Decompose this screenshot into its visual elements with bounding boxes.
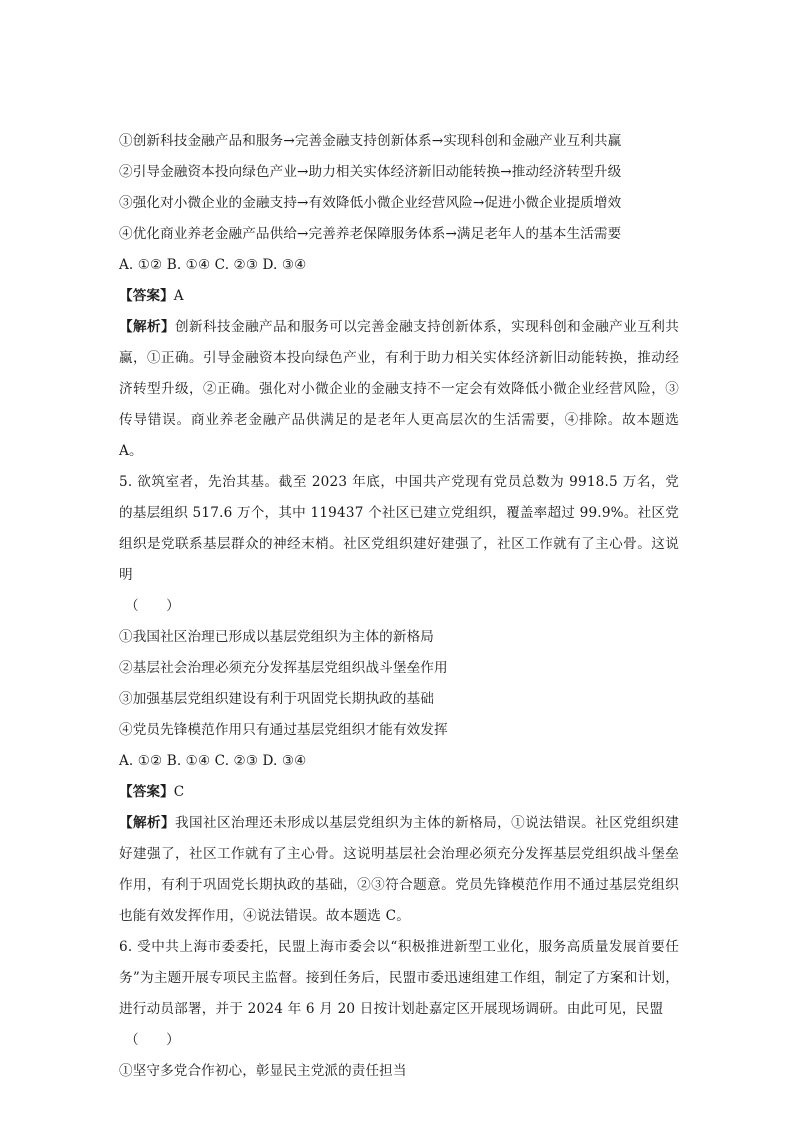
q5-answer-blank: （ ） (125, 598, 180, 614)
document-page (119, 126, 679, 1087)
q4-analysis-text: 创新科技金融产品和服务可以完善金融支持创新体系，实现科创和金融产业互利共赢，①正确。引导金融资本投向绿色产业，有利于助力相关实体经济新旧动能转换，推动经济转型升级，②正确。强化对小微企业的金融支持不一定会有效降低小微企业经营风险，③传导错误。商业养老金融产品供满足的是老年人更高层次的生活需要，④排除。故本题选A。 (119, 319, 679, 459)
q4-answer (119, 281, 679, 312)
q6-answer-blank: （ ） (125, 1032, 180, 1048)
q5-analysis-label: 【解析】 (119, 815, 176, 831)
q5-options (119, 622, 679, 746)
q4-option-1: ①创新科技金融产品和服务→完善金融支持创新体系→实现科创和金融产业互利共赢 (119, 133, 622, 149)
q4-analysis (119, 312, 679, 467)
q4-answer-label: 【答案】 (119, 288, 174, 304)
q4-options (119, 126, 679, 250)
q5-option-3: ③加强基层党组织建设有利于巩固党长期执政的基础 (119, 691, 434, 707)
q4-option-2: ②引导金融资本投向绿色产业→助力相关实体经济新旧动能转换→推动经济转型升级 (119, 164, 622, 180)
q5-analysis-text: 我国社区治理还未形成以基层党组织为主体的新格局，①说法错误。社区党组织建好建强了，社区工作就有了主心骨。这说明基层社会治理必须充分发挥基层党组织战斗堡垒作用，有利于巩固党长期执政的基础，②③符合题意。党员先锋模范作用不通过基层党组织也能有效发挥作用，④说法错误。故本题选 C。 (119, 815, 679, 924)
q4-option-3: ③强化对小微企业的金融支持→有效降低小微企业经营风险→促进小微企业提质增效 (119, 195, 622, 211)
q5-option-2: ②基层社会治理必须充分发挥基层党组织战斗堡垒作用 (119, 660, 448, 676)
q5-option-1: ①我国社区治理已形成以基层党组织为主体的新格局 (119, 629, 434, 645)
q4-analysis-label: 【解析】 (119, 319, 176, 335)
q4-answer-value: A (173, 288, 184, 304)
q5-analysis (119, 808, 679, 932)
q4-choices: A. ①② B. ①④ C. ②③ D. ③④ (119, 257, 307, 273)
q5-stem: 5. 欲筑室者，先治其基。截至 2023 年底，中国共产党现有党员总数为 9918.5 万名，党的基层组织 517.6 万个，其中 119437 个社区已建立党组织，覆盖率超过 99.9%。社区党组织是党联系基层群众的神经末梢。社区党组织建好建强了，社区工作就有了主心骨。这说明 (119, 474, 679, 583)
q6-stem: 6. 受中共上海市委委托，民盟上海市委会以“积极推进新型工业化，服务高质量发展首要任务”为主题开展专项民主监督。接到任务后，民盟市委迅速组建工作组，制定了方案和计划，进行动员部署，并于 2024 年 6 月 20 日按计划赴嘉定区开展现场调研。由此可见，民盟 (119, 939, 679, 1017)
q4-option-4: ④优化商业养老金融产品供给→完善养老保障服务体系→满足老年人的基本生活需要 (119, 226, 622, 242)
q5-choices: A. ①② B. ①④ C. ②③ D. ③④ (119, 753, 307, 769)
q5-answer-label: 【答案】 (119, 784, 174, 800)
q6-options (119, 1056, 679, 1087)
q5-option-4: ④党员先锋模范作用只有通过基层党组织才能有效发挥 (119, 722, 448, 738)
q6-option-1: ①坚守多党合作初心，彰显民主党派的责任担当 (119, 1063, 407, 1079)
q5-answer-value: C (173, 784, 185, 800)
q5-answer (119, 777, 679, 808)
